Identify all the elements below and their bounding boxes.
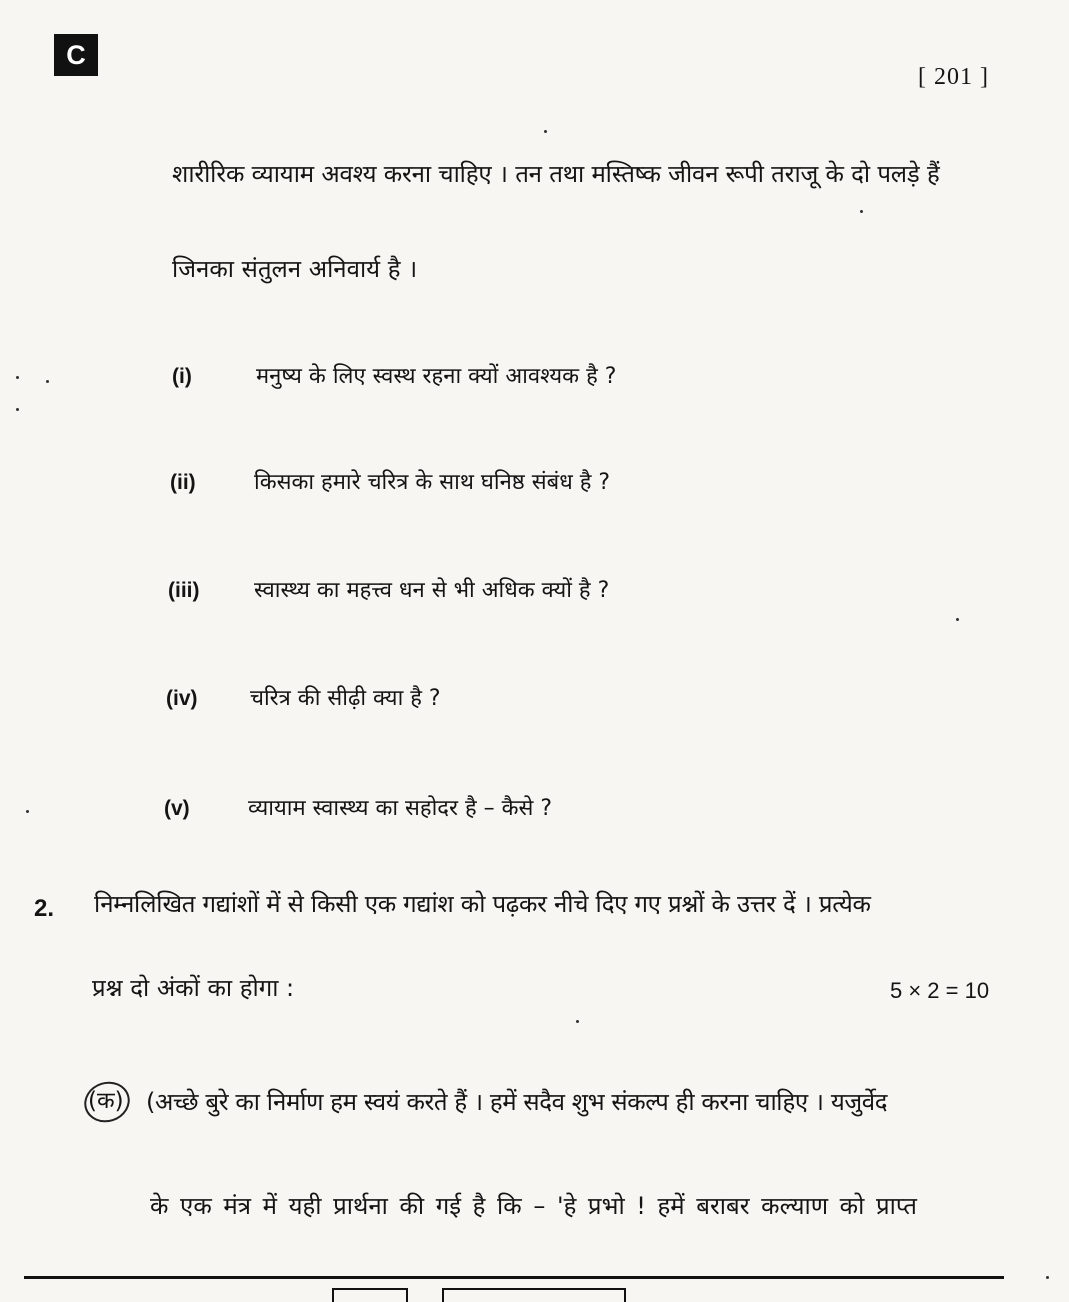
footer-box-left [332, 1288, 408, 1302]
question-number: (ii) [170, 471, 196, 494]
question-text: स्वास्थ्य का महत्त्व धन से भी अधिक क्यों है ? [254, 578, 610, 603]
question-2-number: 2. [34, 895, 55, 922]
question-item [166, 686, 866, 720]
scan-speck [544, 130, 547, 133]
question-number: (iii) [168, 579, 200, 602]
question-number: (iv) [166, 687, 198, 710]
scan-speck [860, 210, 863, 213]
question-item [168, 578, 868, 612]
option-ka-passage-line-2: के एक मंत्र में यही प्रार्थना की गई है कि – 'हे प्रभो ! हमें बराबर कल्याण को प्राप्त [150, 1192, 917, 1220]
question-text: व्यायाम स्वास्थ्य का सहोदर है – कैसे ? [248, 796, 553, 821]
question-item [172, 364, 872, 398]
option-ka-label: (क) [88, 1088, 124, 1114]
section-badge: C [54, 34, 98, 76]
option-ka-passage-line-1: (अच्छे बुरे का निर्माण हम स्वयं करते हैं । हमें सदैव शुभ संकल्प ही करना चाहिए । यजुर्वेद [146, 1088, 888, 1116]
scan-speck [576, 1020, 579, 1023]
footer-box-right [442, 1288, 626, 1302]
question-item [170, 470, 870, 504]
scan-speck [16, 408, 19, 411]
passage-line-1: शारीरिक व्यायाम अवश्य करना चाहिए । तन तथा मस्तिष्क जीवन रूपी तराजू के दो पलड़े हैं [172, 160, 940, 188]
page-number: [ 201 ] [918, 64, 989, 90]
scan-speck [956, 618, 959, 621]
scan-speck [46, 380, 49, 383]
question-text: किसका हमारे चरित्र के साथ घनिष्ठ संबंध है ? [254, 470, 611, 495]
question-item [164, 796, 864, 830]
scan-speck [16, 376, 19, 379]
marks-allocation: 5 × 2 = 10 [890, 978, 990, 1003]
footer-rule [24, 1276, 1004, 1279]
question-2-line-1: निम्नलिखित गद्यांशों में से किसी एक गद्यांश को पढ़कर नीचे दिए गए प्रश्नों के उत्तर दें । प्रत्येक [94, 890, 871, 918]
passage-line-2: जिनका संतुलन अनिवार्य है । [172, 255, 418, 283]
question-text: मनुष्य के लिए स्वस्थ रहना क्यों आवश्यक है ? [256, 364, 617, 389]
question-number: (i) [172, 365, 192, 388]
question-text: चरित्र की सीढ़ी क्या है ? [250, 686, 441, 711]
scan-speck [1046, 1276, 1049, 1279]
scan-speck [26, 810, 29, 813]
question-number: (v) [164, 797, 190, 820]
question-2-line-2: प्रश्न दो अंकों का होगा : [92, 974, 295, 1002]
